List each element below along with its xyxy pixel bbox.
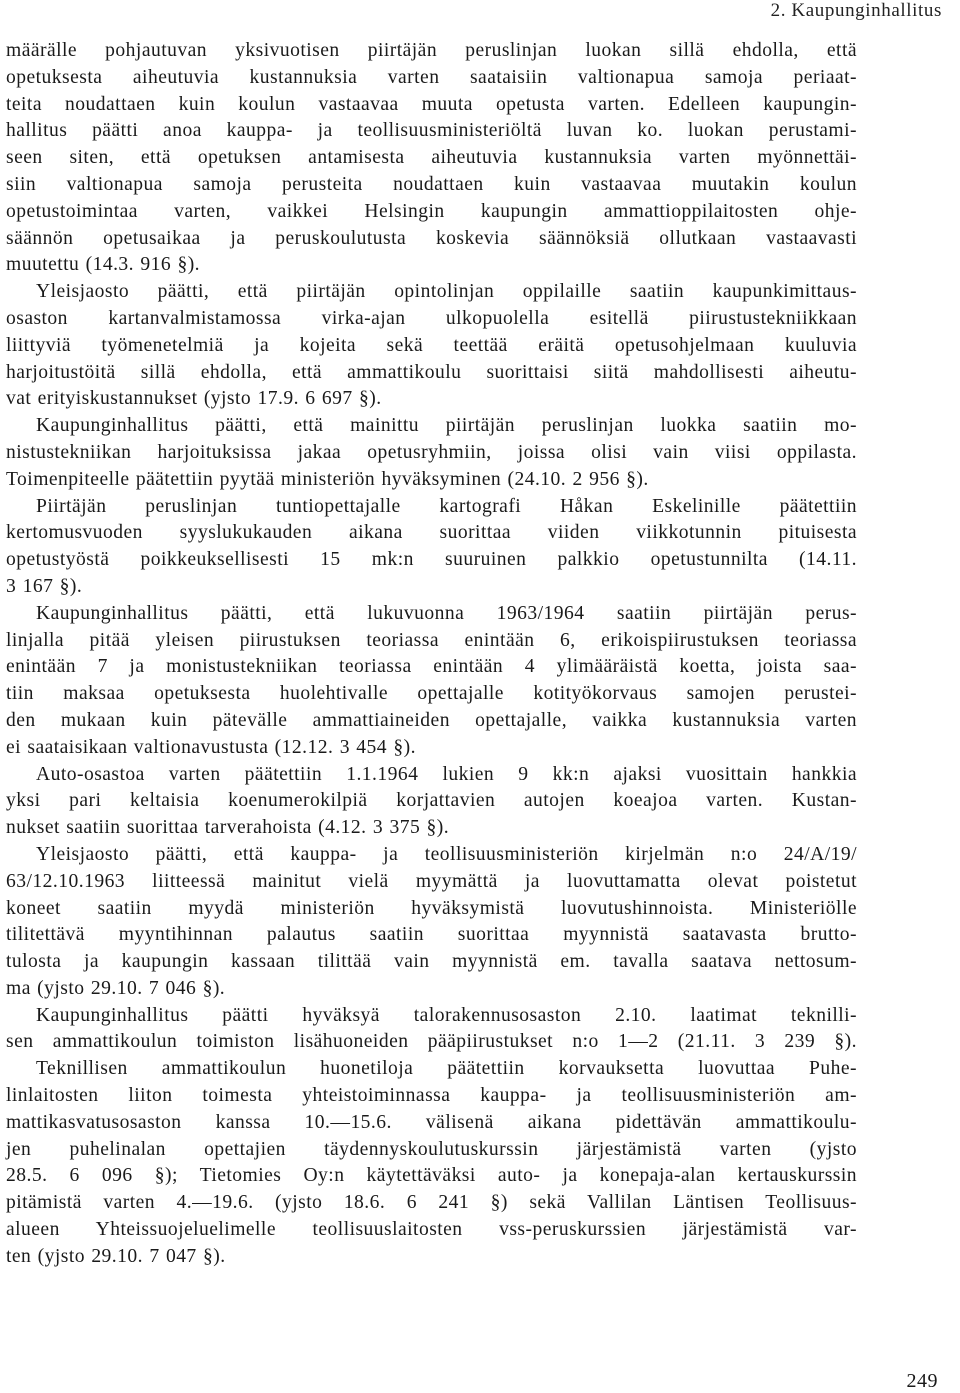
text-line: koneet saatiin myydä ministeriön hyväksymistä luovutushinnoista. Ministeriölle (6, 897, 857, 919)
text-line: teita noudattaen kuin koulun vastaavaa muuta opetusta varten. Edelleen kaupungin- (6, 93, 857, 115)
text-line: 28.5. 6 096 §); Tietomies Oy:n käytettäväksi auto- ja konepaja-alan kertauskurssin (6, 1165, 857, 1187)
running-header: 2. Kaupunginhallitus (770, 0, 942, 21)
text-line: opetustoimintaa varten, vaikkei Helsingin kaupungin ammattioppilaitosten ohje- (6, 200, 857, 222)
text-line: Auto-osastoa varten päätettiin 1.1.1964 lukien 9 kk:n ajaksi vuosittain hankkia (36, 763, 857, 785)
text-line: ten (yjsto 29.10. 7 047 §). (6, 1245, 226, 1267)
text-line: tilitettävä myyntihinnan palautus saatiin suorittaa myynnistä saatavasta brutto- (6, 924, 857, 946)
text-line: linlaitosten liiton toimesta yhteistoiminnassa kauppa- ja teollisuusministeriön am- (6, 1085, 857, 1107)
text-line: Yleisjaosto päätti, että kauppa- ja teollisuusministeriön kirjelmän n:o 24/A/19/ (36, 843, 857, 865)
text-line: seen siten, että opetuksen antamisesta aiheutuvia kustannuksia varten myönnettäi- (6, 147, 857, 169)
text-line: enintään 7 ja monistustekniikan teoriassa enintään 4 ylimääräistä koetta, joista saa- (6, 656, 857, 678)
text-line: harjoitustöitä sillä ehdolla, että ammattikoulu suorittaisi siitä mahdollisesti aiheutu- (6, 361, 857, 383)
text-line: opetuksesta aiheutuvia kustannuksia varten saataisiin valtionapua samoja periaat- (6, 66, 857, 88)
text-line: mattikasvatusosaston kanssa 10.—15.6. välisenä aikana pidettävän ammattikoulu- (6, 1111, 857, 1133)
text-line: kertomusvuoden syyslukukauden aikana suorittaa viiden viikkotunnin pituisesta (6, 522, 857, 544)
text-line: vat erityiskustannukset (yjsto 17.9. 6 697 §). (6, 388, 382, 410)
page-number: 249 (906, 1370, 938, 1392)
text-line: nukset saatiin suorittaa tarverahoista (4.12. 3 375 §). (6, 817, 450, 839)
text-line: Kaupunginhallitus päätti, että mainittu piirtäjän peruslinjan luokka saatiin mo- (36, 415, 857, 437)
text-line: den mukaan kuin pätevälle ammattiaineiden opettajalle, vaikka kustannuksia varten (6, 709, 857, 731)
text-line: määrälle pohjautuvan yksivuotisen piirtäjän peruslinjan luokan sillä ehdolla, että (6, 40, 857, 61)
text-line: linjalla pitää yleisen piirustuksen teoriassa enintään 6, erikoispiirustuksen teoriassa (6, 629, 857, 651)
text-line: alueen Yhteissuojeluelimelle teollisuuslaitosten vss-peruskurssien järjestämistä var- (6, 1219, 857, 1241)
text-line: säännön opetusaikaa ja peruskoulutusta koskevia säännöksiä ollutkaan vastaavasti (6, 227, 857, 249)
text-line: liittyviä työmenetelmiä ja kojeita sekä teettää eräitä opetusohjelmaan kuuluvia (6, 334, 857, 356)
text-line: hallitus päätti anoa kauppa- ja teollisuusministeriöltä luvan ko. luokan perustami- (6, 120, 857, 142)
text-line: jen puhelinalan opettajien täydennyskoulutuskurssin järjestämistä varten (yjsto (6, 1138, 857, 1160)
text-line: Toimenpiteelle päätettiin pyytää ministeriön hyväksyminen (24.10. 2 956 §). (6, 468, 649, 490)
text-line: Kaupunginhallitus päätti, että lukuvuonna 1963/1964 saatiin piirtäjän perus- (36, 602, 857, 624)
text-line: 3 167 §). (6, 575, 83, 597)
text-line: muutettu (14.3. 916 §). (6, 254, 201, 276)
text-line: Kaupunginhallitus päätti hyväksyä talorakennusosaston 2.10. laatimat teknilli- (36, 1004, 857, 1026)
body-text (6, 38, 857, 1271)
text-line: tulosta ja kaupungin kassaan tilittää vain myynnistä em. tavalla saatava nettosum- (6, 951, 857, 973)
text-line: Teknillisen ammattikoulun huonetiloja päätettiin korvauksetta luovuttaa Puhe- (36, 1058, 857, 1080)
text-line: ma (yjsto 29.10. 7 046 §). (6, 977, 226, 999)
text-line: osaston kartanvalmistamossa virka-ajan ulkopuolella esitellä piirustustekniikkaan (6, 307, 857, 329)
text-line: ei saataisikaan valtionavustusta (12.12. 3 454 §). (6, 736, 416, 758)
text-line: opetustyöstä poikkeuksellisesti 15 mk:n suuruinen palkkio opetustunnilta (14.11. (6, 549, 857, 571)
text-line: pitämistä varten 4.—19.6. (yjsto 18.6. 6 241 §) sekä Vallilan Läntisen Teollisuus- (6, 1192, 857, 1214)
text-line: Yleisjaosto päätti, että piirtäjän opintolinjan oppilaille saatiin kaupunkimittaus- (36, 281, 857, 303)
text-line: nistustekniikan harjoituksissa jakaa opetusryhmiin, joissa olisi vain viisi oppilasta. (6, 441, 857, 463)
text-line: 63/12.10.1963 liitteessä mainitut vielä myymättä ja luovuttamatta olevat poistetut (6, 870, 857, 892)
text-line: sen ammattikoulun toimiston lisähuoneiden pääpiirustukset n:o 1—2 (21.11. 3 239 §). (6, 1031, 857, 1053)
text-line: Piirtäjän peruslinjan tuntiopettajalle kartografi Håkan Eskelinille päätettiin (36, 495, 857, 517)
text-line: tiin maksaa opetuksesta huolehtivalle opettajalle kotityökorvaus samojen perustei- (6, 683, 857, 705)
text-line: yksi pari keltaisia koenumerokilpiä korjattavien autojen koeajoa varten. Kustan- (6, 790, 857, 812)
text-line: siin valtionapua samoja perusteita noudattaen kuin vastaavaa muutakin koulun (6, 173, 857, 195)
